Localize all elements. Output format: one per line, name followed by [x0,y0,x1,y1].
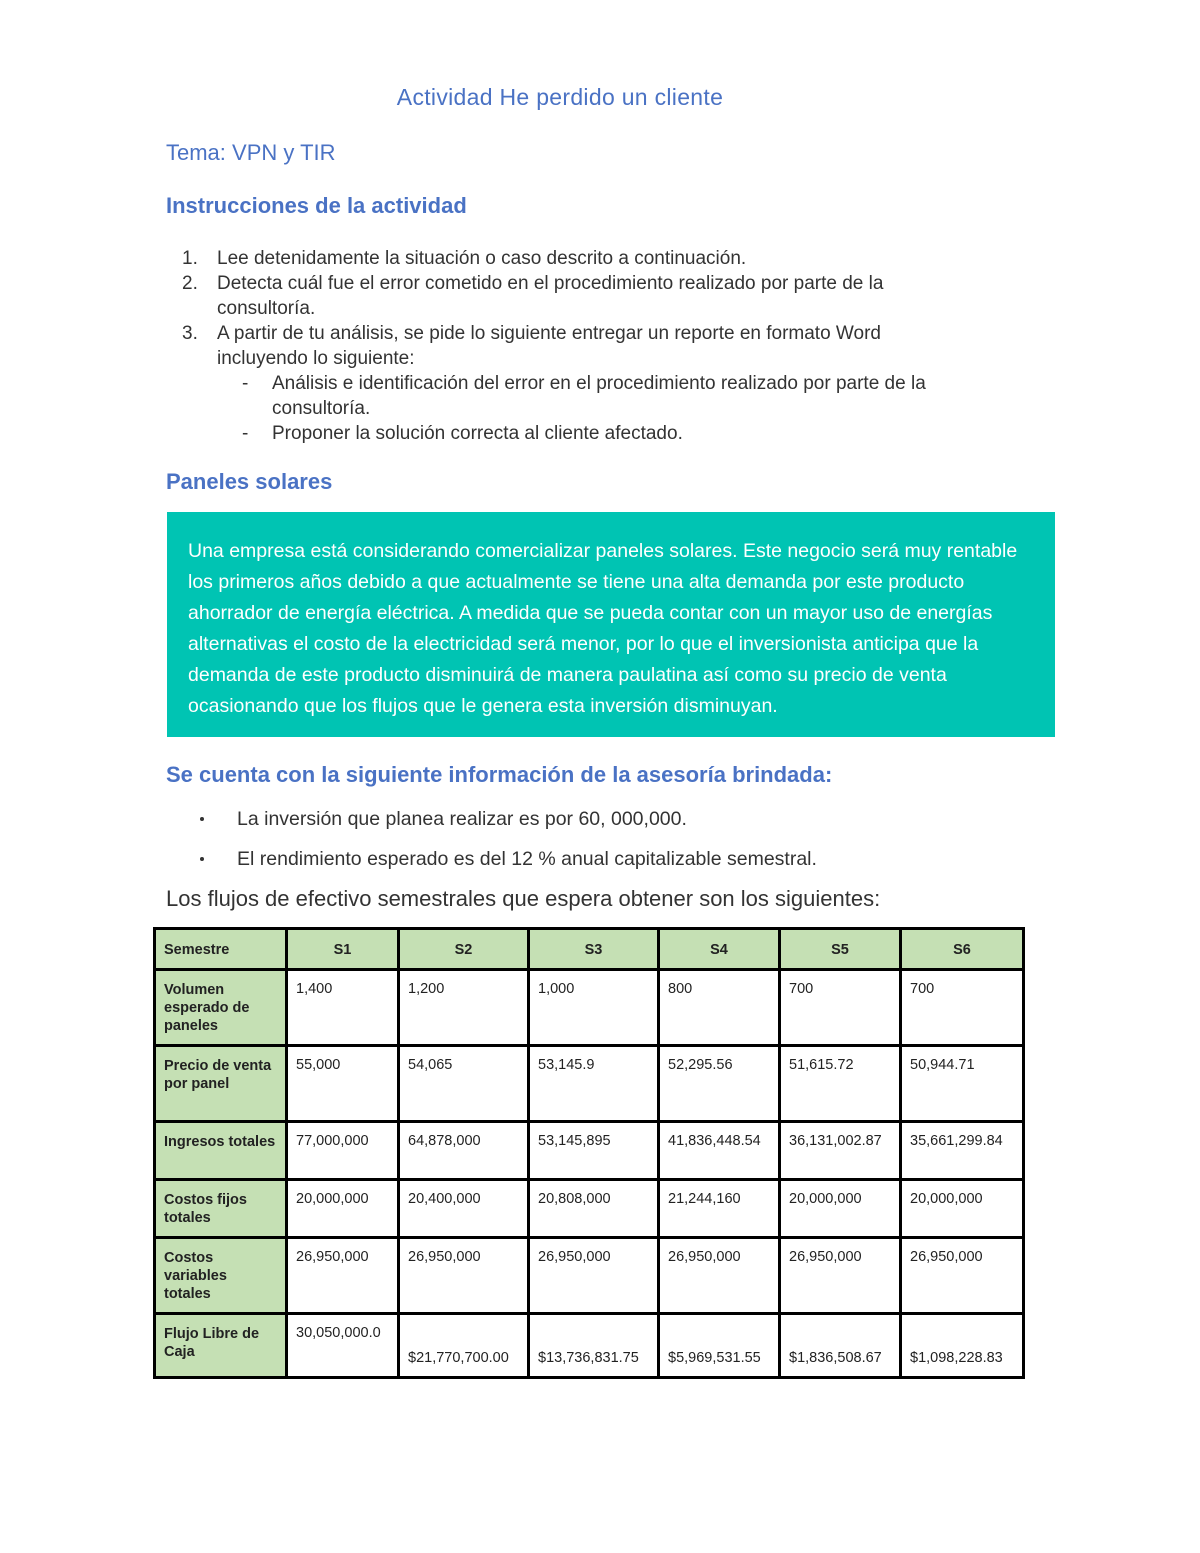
table-cell: 700 [780,970,901,1046]
table-cell: 1,000 [529,970,659,1046]
header-cell: S5 [780,929,901,970]
case-callout [167,512,1055,737]
sub-list-item [166,371,946,421]
table-row [155,1314,1024,1378]
list-item-text: Lee detenidamente la situación o caso descrito a continuación. [217,248,747,269]
table-cell: 1,400 [287,970,399,1046]
table-cell: 20,400,000 [399,1180,529,1238]
header-cell: S4 [659,929,780,970]
table-cell: $1,836,508.67 [780,1314,901,1378]
sub-list-item [166,421,946,446]
case-text: Una empresa está considerando comercializar paneles solares. Este negocio será muy rentable los primeros años debido a que actualmente se tiene una alta demanda por este producto ahorrador de energía eléctrica. A medida que se pueda contar con un mayor uso de energías alternativas el costo de la electricidad será menor, por lo que el inversionista anticipa que la demanda de este producto disminuirá de manera paulatina así como su precio de venta ocasionando que los flujos que le genera esta inversión disminuyan. [188,540,1018,717]
sub-list-item-text: Análisis e identificación del error en el procedimiento realizado por parte de la consultoría. [272,373,926,419]
dash-marker: - [242,373,249,394]
table-cell: $1,098,228.83 [901,1314,1024,1378]
table-cell: 54,065 [399,1046,529,1122]
table-cell: 53,145,895 [529,1122,659,1180]
table-cell: 26,950,000 [287,1238,399,1314]
bullet-text: La inversión que planea realizar es por 60, 000,000. [237,808,687,830]
row-label: Costos fijos totales [155,1180,287,1238]
table-cell: 26,950,000 [399,1238,529,1314]
table-cell: 21,244,160 [659,1180,780,1238]
table-cell: 30,050,000.0 [287,1314,399,1378]
table-cell: 800 [659,970,780,1046]
topic-heading: Tema: VPN y TIR [166,140,336,165]
sub-list-item-text: Proponer la solución correcta al cliente afectado. [272,423,683,444]
table-cell: 20,808,000 [529,1180,659,1238]
table-cell: 26,950,000 [529,1238,659,1314]
row-label: Volumen esperado de paneles [155,970,287,1046]
list-number: 3. [182,323,198,344]
list-item-text: A partir de tu análisis, se pide lo siguiente entregar un reporte en formato Word incluyendo lo siguiente: [217,323,881,369]
row-label: Costos variables totales [155,1238,287,1314]
row-label: Flujo Libre de Caja [155,1314,287,1378]
table-cell: $13,736,831.75 [529,1314,659,1378]
table-cell: 52,295.56 [659,1046,780,1122]
table-row [155,1046,1024,1122]
list-item-text: Detecta cuál fue el error cometido en el procedimiento realizado por parte de la consultoría. [217,273,884,319]
table-cell: 51,615.72 [780,1046,901,1122]
row-label: Ingresos totales [155,1122,287,1180]
header-cell: S3 [529,929,659,970]
list-number: 1. [182,248,198,269]
table-row [155,1122,1024,1180]
bullet-dot-icon [200,857,204,861]
table-cell: 20,000,000 [287,1180,399,1238]
list-item [166,246,946,271]
flows-intro: Los flujos de efectivo semestrales que espera obtener son los siguientes: [166,886,881,911]
table-cell: 35,661,299.84 [901,1122,1024,1180]
list-item [166,321,946,371]
header-cell: S2 [399,929,529,970]
bullet-item [166,806,966,846]
table-row [155,970,1024,1046]
table-row [155,1180,1024,1238]
table-cell: 41,836,448.54 [659,1122,780,1180]
table-cell: 64,878,000 [399,1122,529,1180]
table-header-row [155,929,1024,970]
header-cell: S6 [901,929,1024,970]
table-cell: 26,950,000 [659,1238,780,1314]
table-cell: 77,000,000 [287,1122,399,1180]
bullet-item [166,846,966,886]
bullet-text: El rendimiento esperado es del 12 % anual capitalizable semestral. [237,848,817,870]
dash-marker: - [242,423,249,444]
instructions-heading: Instrucciones de la actividad [166,193,467,218]
header-cell: S1 [287,929,399,970]
table-cell: 26,950,000 [780,1238,901,1314]
cash-flow-table [153,927,1025,1379]
table-row [155,1238,1024,1314]
table-cell: 1,200 [399,970,529,1046]
table-cell: 26,950,000 [901,1238,1024,1314]
table-cell: 55,000 [287,1046,399,1122]
table-cell: 50,944.71 [901,1046,1024,1122]
table-cell: $5,969,531.55 [659,1314,780,1378]
list-item [166,271,946,321]
case-heading: Paneles solares [166,469,333,494]
table-cell: $21,770,700.00 [399,1314,529,1378]
info-bullets [166,806,966,886]
table-cell: 20,000,000 [901,1180,1024,1238]
table-cell: 36,131,002.87 [780,1122,901,1180]
table-cell: 53,145.9 [529,1046,659,1122]
info-heading: Se cuenta con la siguiente información de la asesoría brindada: [166,762,833,787]
header-cell: Semestre [155,929,287,970]
table-cell: 20,000,000 [780,1180,901,1238]
row-label: Precio de venta por panel [155,1046,287,1122]
document-title: Actividad He perdido un cliente [396,84,724,110]
instructions-list [166,246,946,446]
bullet-dot-icon [200,817,204,821]
table-cell: 700 [901,970,1024,1046]
list-number: 2. [182,273,198,294]
